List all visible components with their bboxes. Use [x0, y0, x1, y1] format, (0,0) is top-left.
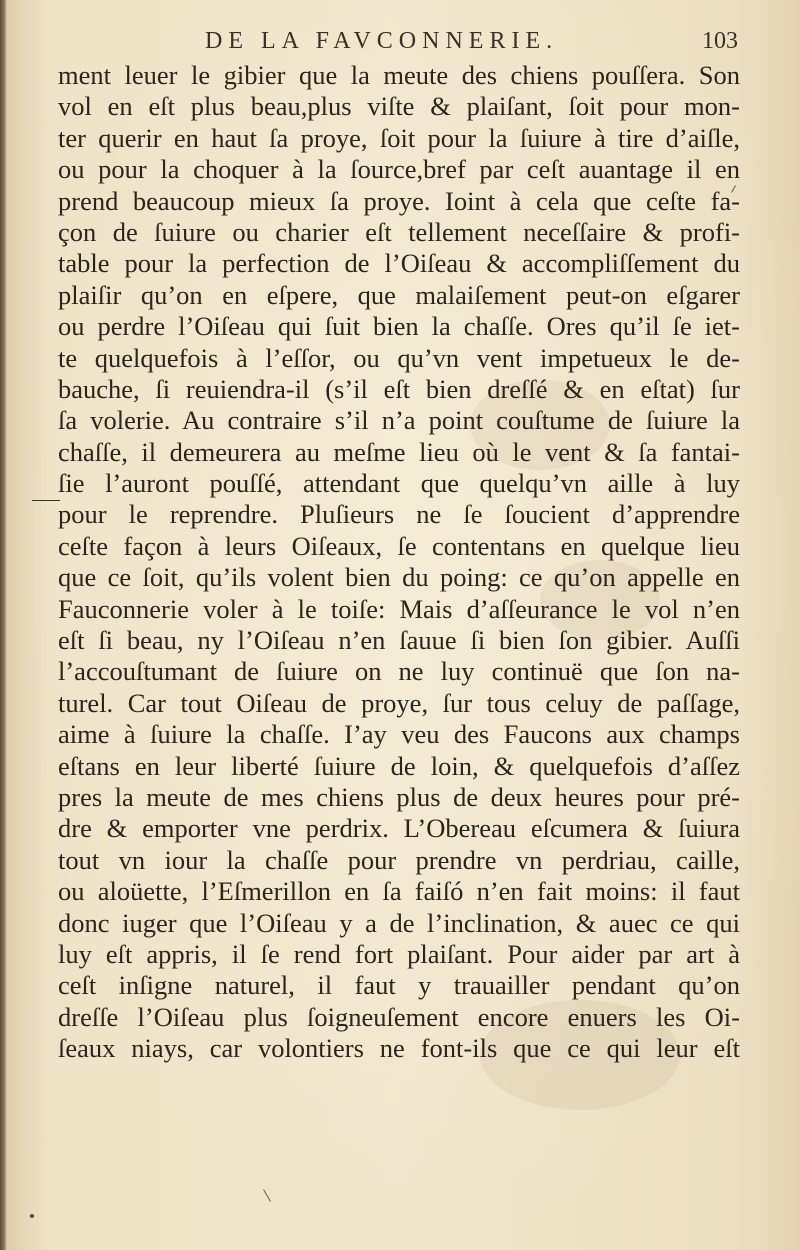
- text-line: table pour la perfection de l’Oiſeau & accompliſſement du: [58, 248, 740, 279]
- text-line: ceſte façon à leurs Oiſeaux, ſe contentans en quelque lieu: [58, 530, 740, 561]
- text-line: ou aloüette, l’Eſmerillon en ſa faiſó n’en fait moins: il faut: [58, 876, 740, 907]
- text-line: ſa volerie. Au contraire s’il n’a point couſtume de ſuiure la: [58, 405, 740, 436]
- text-line: donc iuger que l’Oiſeau y a de l’inclination, & auec ce qui: [58, 907, 740, 938]
- text-line: ou pour la choquer à la ſource,bref par ceſt auantage il en: [58, 154, 740, 185]
- page-number: 103: [702, 28, 738, 54]
- text-line: eſt ſi beau, ny l’Oiſeau n’en ſauue ſi bien ſon gibier. Auſſi: [58, 625, 740, 656]
- text-line: ſie l’auront pouſſé, attendant que quelqu’vn aille à luy: [58, 468, 740, 499]
- text-line: ſeaux niays, car volontiers ne font-ils que ce qui leur eſt: [58, 1033, 740, 1064]
- page-gutter: [0, 0, 7, 1250]
- text-line: dre & emporter vne perdrix. L’Obereau eſcumera & ſuiura: [58, 813, 740, 844]
- text-line: vol en eſt plus beau,plus viſte & plaiſant, ſoit pour mon-: [58, 91, 740, 122]
- text-line: ou perdre l’Oiſeau qui ſuit bien la chaſſe. Ores qu’il ſe iet-: [58, 311, 740, 342]
- body-text: [58, 60, 740, 1065]
- running-head: DE LA FAVCONNERIE.: [205, 28, 559, 54]
- text-line: te quelquefois à l’eſſor, ou qu’vn vent impetueux le de-: [58, 342, 740, 373]
- text-line: chaſſe, il demeurera au meſme lieu où le vent & ſa fantai-: [58, 436, 740, 467]
- text-line: luy eſt appris, il ſe rend fort plaiſant. Pour aider par art à: [58, 938, 740, 969]
- margin-mark: [32, 500, 60, 501]
- text-line: que ce ſoit, qu’ils volent bien du poing: ce qu’on appelle en: [58, 562, 740, 593]
- text-line: eſtans en leur liberté ſuiure de loin, & quelquefois d’aſſez: [58, 750, 740, 781]
- text-line: plaiſir qu’on en eſpere, que malaiſement peut-on eſgarer: [58, 279, 740, 310]
- ink-mark: [263, 1189, 271, 1202]
- text-line: ment leuer le gibier que la meute des chiens pouſſera. Son: [58, 60, 740, 90]
- ink-dot: [30, 1214, 34, 1218]
- text-line: pres la meute de mes chiens plus de deux heures pour pré-: [58, 781, 740, 812]
- text-line: tout vn iour la chaſſe pour prendre vn perdriau, caille,: [58, 844, 740, 875]
- text-line: çon de ſuiure ou charier eſt tellement neceſſaire & profi-: [58, 216, 740, 247]
- text-line: ter querir en haut ſa proye, ſoit pour la ſuiure à tire d’aiſle,: [58, 122, 740, 153]
- text-line: ceſt inſigne naturel, il faut y trauailler pendant qu’on: [58, 970, 740, 1001]
- text-line: aime à ſuiure la chaſſe. I’ay veu des Faucons aux champs: [58, 719, 740, 750]
- text-line: prend beaucoup mieux ſa proye. Ioint à cela que ceſte fa-: [58, 185, 740, 216]
- text-line: turel. Car tout Oiſeau de proye, ſur tous celuy de paſſage,: [58, 687, 740, 718]
- text-line: pour le reprendre. Pluſieurs ne ſe ſoucient d’apprendre: [58, 499, 740, 530]
- text-line: Fauconnerie voler à le toiſe: Mais d’aſſeurance le vol n’en: [58, 593, 740, 624]
- text-line: dreſſe l’Oiſeau plus ſoigneuſement encore enuers les Oi-: [58, 1001, 740, 1032]
- text-line: bauche, ſi reuiendra-il (s’il eſt bien dreſſé & en eſtat) ſur: [58, 373, 740, 404]
- text-line: l’accouſtumant de ſuiure on ne luy continuë que ſon na-: [58, 656, 740, 687]
